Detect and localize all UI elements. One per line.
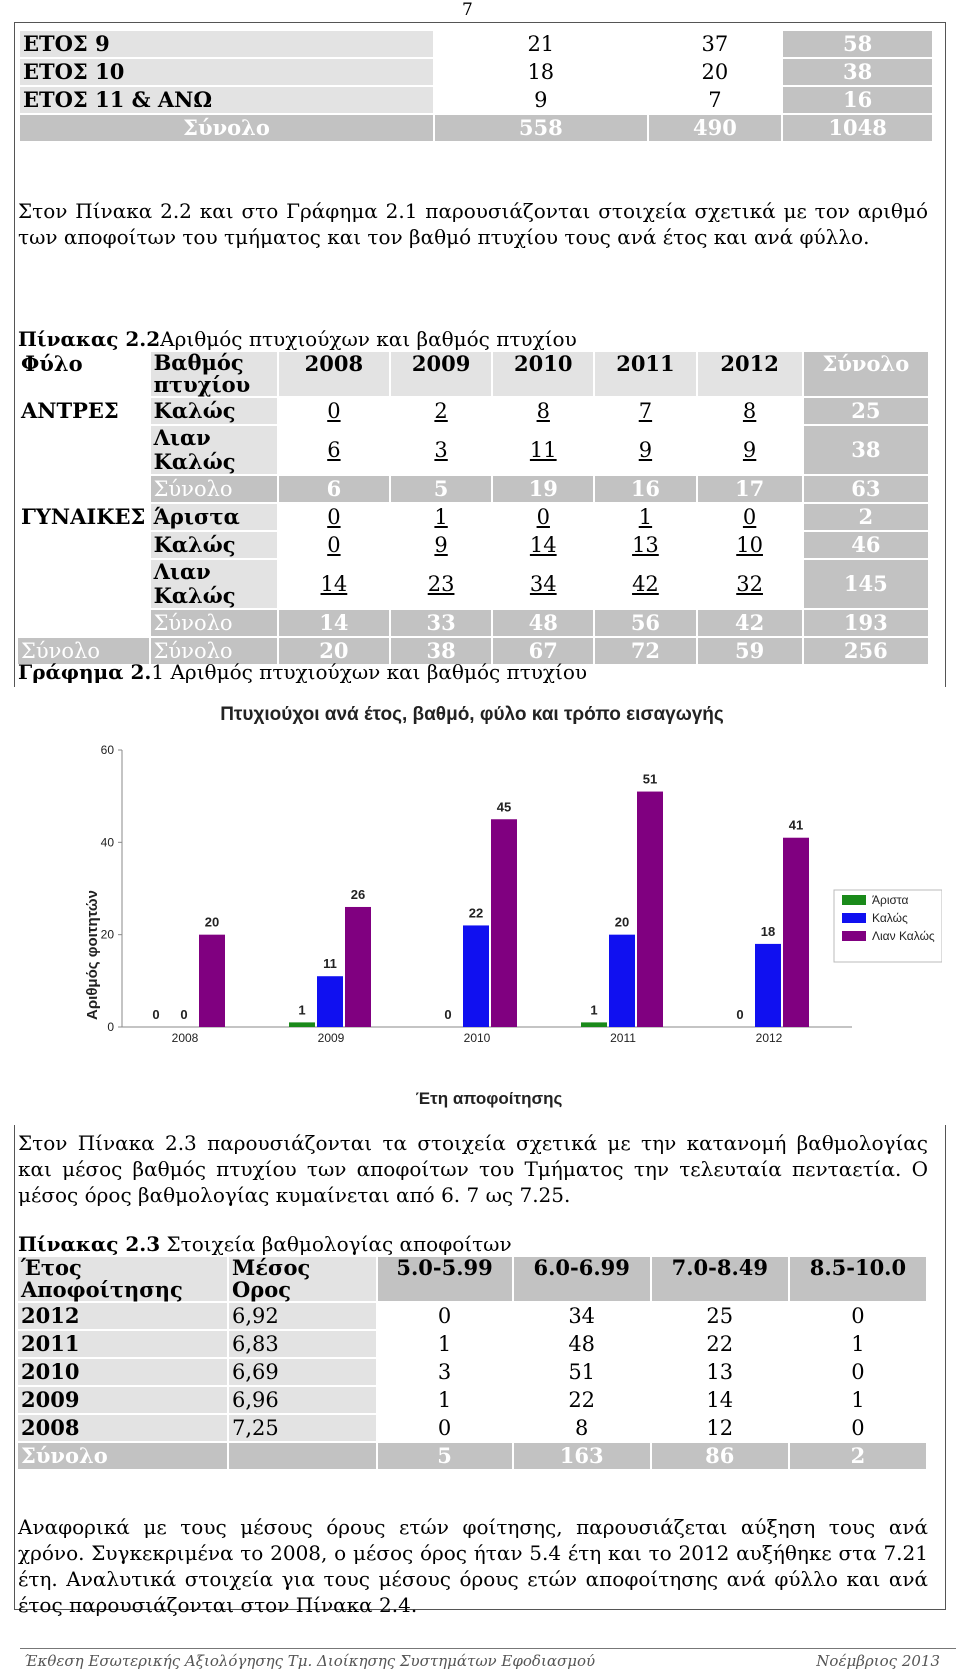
cell-value: 67 <box>493 638 593 664</box>
cell-value: 19 <box>493 476 593 502</box>
value-text: 9 <box>638 438 653 462</box>
cell-value <box>595 560 695 608</box>
cell-total: 163 <box>514 1443 650 1469</box>
value-text: 34 <box>529 572 557 596</box>
cell-total: 193 <box>804 610 928 636</box>
page-number: 7 <box>462 0 473 20</box>
paragraph-intro-table2: Στον Πίνακα 2.2 και στο Γράφημα 2.1 παρουσιάζονται στοιχεία σχετικά με τον αριθμό των αποφοίτων του τμήματος και τον βαθμό πτυχίου τους ανά έτος και ανά φύλλο. <box>18 199 928 249</box>
graduates-bar-chart <box>82 700 942 1120</box>
header-cell: 6.0-6.99 <box>514 1257 650 1301</box>
cell-value: 7,25 <box>229 1415 376 1441</box>
footer-left: Έκθεση Εσωτερικής Αξιολόγησης Τμ. Διοίκησης Συστημάτων Εφοδιασμού <box>24 1652 596 1670</box>
x-tick-label: 2011 <box>610 1031 636 1045</box>
row-label: ΕΤΟΣ 9 <box>20 31 433 57</box>
table-row <box>18 532 928 558</box>
sex-cell <box>18 426 149 474</box>
cell-total: 2 <box>790 1443 926 1469</box>
cell-value <box>493 560 593 608</box>
cell-value: 14 <box>706 1388 734 1412</box>
data-label: 20 <box>614 914 630 930</box>
cell-value <box>595 504 695 530</box>
table-row <box>20 87 932 113</box>
legend-swatch <box>842 913 866 923</box>
bar <box>755 944 781 1027</box>
cell-value <box>493 426 593 474</box>
cell-total: 16 <box>783 87 932 113</box>
value-text: 8 <box>536 399 550 423</box>
caption-text: 1 Αριθμός πτυχιούχων και βαθμός πτυχίου <box>151 660 588 684</box>
cell-total: 38 <box>783 59 932 85</box>
bar <box>581 1022 607 1027</box>
sex-cell <box>18 476 149 502</box>
cell-value: 2008 <box>18 1415 227 1441</box>
cell-value: 56 <box>595 610 695 636</box>
value-text: 9 <box>742 438 757 462</box>
cell-value: 6 <box>279 476 389 502</box>
cell-total <box>229 1443 376 1469</box>
cell-value: 9 <box>534 88 548 112</box>
data-label: 11 <box>323 956 337 972</box>
cell-value: 59 <box>698 638 802 664</box>
bar <box>609 935 635 1027</box>
cell-value: 48 <box>568 1332 596 1356</box>
cell-value <box>279 426 389 474</box>
cell-total: 46 <box>804 532 928 558</box>
data-label: 0 <box>736 1007 744 1022</box>
value-text: 32 <box>736 572 763 596</box>
cell-value: 7 <box>708 88 722 112</box>
value-text: 2 <box>434 399 448 423</box>
cell-value: 13 <box>706 1360 734 1384</box>
cell-value: 72 <box>595 638 695 664</box>
cell-value: 34 <box>568 1304 596 1328</box>
chart-legend <box>834 890 942 962</box>
value-text: 23 <box>427 572 455 596</box>
cell-value <box>279 504 389 530</box>
row-label: ΕΤΟΣ 11 & ΑΝΩ <box>20 87 433 113</box>
table-grade-distribution <box>16 1255 928 1471</box>
cell-value: 1 <box>851 1332 865 1356</box>
grade-cell: Σύνολο <box>151 476 277 502</box>
grade-cell: Άριστα <box>151 504 277 530</box>
table-header-row <box>18 352 928 396</box>
value-text: 0 <box>327 505 341 529</box>
value-text: 0 <box>536 505 550 529</box>
sex-cell <box>18 532 149 558</box>
table-header-row <box>18 1257 926 1301</box>
cell-value: 3 <box>437 1360 452 1384</box>
chart-caption <box>18 660 587 684</box>
grade-cell: Σύνολο <box>151 638 277 664</box>
table-total-row <box>20 115 932 141</box>
value-text: 1 <box>434 505 448 529</box>
table-row <box>18 1359 926 1385</box>
header-cell: Έτος Αποφοίτησης <box>18 1257 227 1301</box>
bar <box>289 1022 315 1027</box>
table-row <box>18 1303 926 1329</box>
cell-value: 25 <box>706 1304 734 1328</box>
grade-cell: Καλώς <box>151 532 277 558</box>
cell-value <box>279 398 389 424</box>
caption-label: Γράφημα 2. <box>18 660 152 684</box>
cell-value: 33 <box>391 610 491 636</box>
cell-total: Σύνολο <box>18 1443 227 1469</box>
legend-swatch <box>842 895 866 905</box>
paragraph-intro-table3: Στον Πίνακα 2.3 παρουσιάζονται τα στοιχεία σχετικά με την κατανομή βαθμολογίας και μέσος βαθμός πτυχίου των αποφοίτων του Τμήματος την τελευταία πενταετία. Ο μέσος όρος βαθμολογίας κυμαίνεται από 6. 7 ως 7.25. <box>18 1131 928 1207</box>
legend-label: Καλώς <box>872 911 908 925</box>
value-text: 7 <box>638 399 653 423</box>
table3-caption <box>18 1232 512 1256</box>
cell-value <box>698 398 802 424</box>
cell-value: 2009 <box>18 1387 227 1413</box>
sex-cell <box>18 610 149 636</box>
grade-cell: Λιαν Καλώς <box>151 426 277 474</box>
paragraph-study-years: Αναφορικά με τους μέσους όρους ετών φοίτησης, παρουσιάζεται αύξηση τους ανά χρόνο. Συγκεκριμένα το 2008, ο μέσος όρος ήταν 5.4 έτη και το 2012 αυξήθηκε στα 7.21 έτη. Αναλυτικά στοιχεία για τους μέσους όρους ετών αποφοίτησης ανά φύλλο και ανά έτος παρουσιάζονται στον Πίνακα 2.4. <box>18 1515 928 1617</box>
value-text: 13 <box>632 533 659 557</box>
data-label: 26 <box>350 886 366 902</box>
cell-value: 6,96 <box>229 1387 376 1413</box>
bar <box>317 976 343 1027</box>
x-axis-label: Έτη αποφοίτησης <box>415 1089 563 1108</box>
cell-value: 20 <box>279 638 389 664</box>
cell-value: 0 <box>851 1304 865 1328</box>
table2-caption <box>18 327 577 351</box>
table-row <box>18 560 928 608</box>
cell-total: 86 <box>652 1443 788 1469</box>
data-label: 20 <box>204 914 220 930</box>
cell-value: 16 <box>595 476 695 502</box>
table-row <box>18 426 928 474</box>
table-row <box>18 504 928 530</box>
header-cell: Μέσος Ορος <box>229 1257 376 1301</box>
table-row <box>18 1387 926 1413</box>
header-cell: 2012 <box>698 352 802 396</box>
grade-cell: Καλώς <box>151 398 277 424</box>
value-text: 8 <box>742 399 757 423</box>
data-label: 1 <box>590 1002 598 1018</box>
legend-label: Άριστα <box>872 893 909 907</box>
table-row <box>18 610 928 636</box>
caption-label: Πίνακας 2.3 <box>18 1232 161 1256</box>
table-graduates-by-grade <box>16 350 930 666</box>
cell-value: 14 <box>279 610 389 636</box>
value-text: 3 <box>434 438 448 462</box>
cell-total: 38 <box>804 426 928 474</box>
cell-total: 58 <box>783 31 932 57</box>
cell-total: 5 <box>378 1443 512 1469</box>
cell-value <box>391 504 491 530</box>
sex-cell: Σύνολο <box>18 638 149 664</box>
cell-value: 22 <box>706 1332 734 1356</box>
cell-value <box>279 532 389 558</box>
value-text: 0 <box>742 505 757 529</box>
bar <box>491 819 517 1027</box>
data-label: 0 <box>444 1007 452 1022</box>
y-tick-label: 40 <box>100 835 114 850</box>
grade-cell: Σύνολο <box>151 610 277 636</box>
cell-value: 18 <box>527 60 555 84</box>
value-text: 9 <box>434 533 448 557</box>
y-tick-label: 0 <box>107 1020 114 1034</box>
cell-value <box>698 532 802 558</box>
header-cell: 8.5-10.0 <box>790 1257 926 1301</box>
header-cell: 2009 <box>391 352 491 396</box>
header-cell: 2011 <box>595 352 695 396</box>
value-text: 10 <box>736 533 763 557</box>
cell-value <box>698 426 802 474</box>
row-label: Σύνολο <box>20 115 433 141</box>
cell-total: 25 <box>804 398 928 424</box>
cell-value: 51 <box>568 1360 596 1384</box>
value-text: 0 <box>327 399 341 423</box>
header-cell: 5.0-5.99 <box>378 1257 512 1301</box>
x-tick-label: 2012 <box>755 1031 783 1045</box>
cell-value <box>493 532 593 558</box>
cell-value <box>595 398 695 424</box>
header-cell: Σύνολο <box>804 352 928 396</box>
cell-value: 21 <box>527 32 555 56</box>
value-text: 1 <box>638 505 653 529</box>
cell-value <box>493 504 593 530</box>
cell-value: 6,92 <box>229 1303 376 1329</box>
cell-total: 2 <box>804 504 928 530</box>
x-tick-label: 2010 <box>463 1031 491 1045</box>
table-row <box>18 398 928 424</box>
cell-value: 0 <box>851 1360 865 1384</box>
caption-text: Στοιχεία βαθμολογίας αποφοίτων <box>160 1232 512 1256</box>
cell-value: 38 <box>391 638 491 664</box>
data-label: 1 <box>298 1002 306 1018</box>
cell-value: 2011 <box>18 1331 227 1357</box>
cell-value: 1 <box>437 1388 452 1412</box>
cell-value <box>698 560 802 608</box>
grade-cell: Λιαν Καλώς <box>151 560 277 608</box>
value-text: 14 <box>320 572 348 596</box>
cell-value: 12 <box>706 1416 734 1440</box>
y-axis-label: Αριθμός φοιτητών <box>84 890 101 1020</box>
data-label: 45 <box>496 799 512 815</box>
caption-label: Πίνακας 2.2 <box>18 327 161 351</box>
data-label: 51 <box>642 771 658 787</box>
data-label: 22 <box>468 905 484 921</box>
bar <box>199 935 225 1027</box>
cell-value <box>698 504 802 530</box>
bar <box>783 838 809 1027</box>
cell-value: 37 <box>701 32 729 56</box>
cell-value <box>391 532 491 558</box>
cell-value: 8 <box>575 1416 589 1440</box>
cell-value: 558 <box>435 115 647 141</box>
cell-value: 42 <box>698 610 802 636</box>
sex-cell: ΑΝΤΡΕΣ <box>21 398 119 423</box>
cell-value: 5 <box>391 476 491 502</box>
value-text: 11 <box>529 438 557 462</box>
cell-value <box>595 532 695 558</box>
header-cell: Φύλο <box>21 351 83 376</box>
cell-value: 20 <box>701 60 729 84</box>
table-row <box>18 1415 926 1441</box>
table-row <box>20 31 932 57</box>
cell-value <box>391 398 491 424</box>
cell-total: 256 <box>804 638 928 664</box>
header-cell: 2008 <box>279 352 389 396</box>
cell-value: 2012 <box>18 1303 227 1329</box>
caption-text: Αριθμός πτυχιούχων και βαθμός πτυχίου <box>160 327 577 351</box>
data-label: 18 <box>760 923 776 939</box>
sex-cell: ΓΥΝΑΙΚΕΣ <box>21 504 146 529</box>
data-label: 0 <box>152 1007 160 1022</box>
table-year-totals <box>18 29 934 143</box>
cell-value: 48 <box>493 610 593 636</box>
cell-value: 0 <box>437 1416 452 1440</box>
cell-value: 22 <box>568 1388 596 1412</box>
legend-label: Λιαν Καλώς <box>872 929 935 943</box>
cell-value <box>391 426 491 474</box>
chart-title: Πτυχιούχοι ανά έτος, βαθμό, φύλο και τρόπο εισαγωγής <box>220 704 724 725</box>
table-row <box>18 476 928 502</box>
header-cell: 7.0-8.49 <box>652 1257 788 1301</box>
cell-value: 17 <box>698 476 802 502</box>
cell-value <box>279 560 389 608</box>
sex-cell <box>18 560 149 608</box>
bar <box>345 907 371 1027</box>
x-tick-label: 2009 <box>317 1031 345 1045</box>
legend-swatch <box>842 931 866 941</box>
cell-value: 0 <box>851 1416 865 1440</box>
cell-value: 1 <box>851 1388 865 1412</box>
value-text: 0 <box>327 533 341 557</box>
y-tick-label: 60 <box>100 743 114 757</box>
cell-value <box>391 560 491 608</box>
footer-rule <box>20 1648 956 1649</box>
cell-total: 1048 <box>783 115 932 141</box>
table-row <box>20 59 932 85</box>
row-label: ΕΤΟΣ 10 <box>20 59 433 85</box>
cell-value <box>493 398 593 424</box>
x-tick-label: 2008 <box>171 1031 199 1045</box>
value-text: 6 <box>327 438 341 462</box>
cell-value: 1 <box>437 1332 452 1356</box>
cell-total: 145 <box>804 560 928 608</box>
bar <box>463 925 489 1027</box>
value-text: 42 <box>632 572 659 596</box>
header-cell: Βαθμός πτυχίου <box>151 352 277 396</box>
value-text: 14 <box>529 533 557 557</box>
cell-value: 0 <box>437 1304 452 1328</box>
cell-value: 6,69 <box>229 1359 376 1385</box>
data-label: 41 <box>788 817 804 833</box>
data-label: 0 <box>180 1007 188 1022</box>
y-tick-label: 20 <box>100 927 114 942</box>
header-cell: 2010 <box>493 352 593 396</box>
cell-value: 2010 <box>18 1359 227 1385</box>
cell-value: 6,83 <box>229 1331 376 1357</box>
cell-total: 63 <box>804 476 928 502</box>
table-total-row <box>18 1443 926 1469</box>
table-row <box>18 1331 926 1357</box>
bar <box>637 792 663 1027</box>
cell-value <box>595 426 695 474</box>
footer-right: Νοέμβριος 2013 <box>816 1652 940 1670</box>
cell-value: 490 <box>649 115 782 141</box>
